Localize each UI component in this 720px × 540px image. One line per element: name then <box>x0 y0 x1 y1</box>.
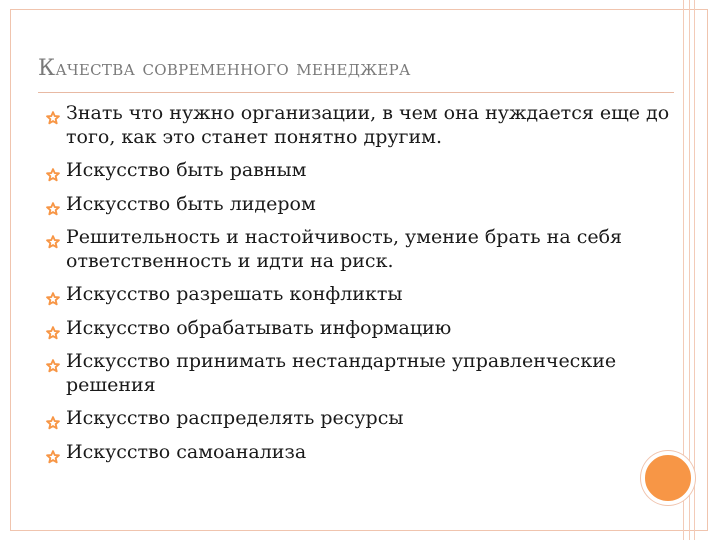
list-item <box>46 407 676 431</box>
title-first-letter: К <box>38 56 56 81</box>
list-item <box>46 226 676 273</box>
decor-stripe <box>694 0 695 540</box>
list-item <box>46 317 676 341</box>
list-item-text: Знать что нужно организации, в чем она нуждается еще до того, как это станет понятно другим. <box>66 102 670 148</box>
list-item <box>46 159 676 183</box>
star-bullet-icon <box>46 108 60 122</box>
list-item-text: Искусство принимать нестандартные управленческие решения <box>66 350 617 396</box>
decor-stripe <box>689 0 690 540</box>
list-item-text: Искусство распределять ресурсы <box>66 407 404 429</box>
title-divider <box>38 92 674 93</box>
list-item <box>46 102 676 149</box>
decorative-circle <box>641 451 695 505</box>
list-item <box>46 193 676 217</box>
list-item <box>46 350 676 397</box>
star-bullet-icon <box>46 413 60 427</box>
star-bullet-icon <box>46 232 60 246</box>
star-bullet-icon <box>46 289 60 303</box>
list-item-text: Искусство самоанализа <box>66 440 307 463</box>
star-bullet-icon <box>46 165 60 179</box>
list-item-text: Искусство быть лидером <box>66 192 316 215</box>
slide-title <box>38 56 411 81</box>
list-item <box>46 283 676 307</box>
star-bullet-icon <box>46 323 60 337</box>
star-bullet-icon <box>46 447 60 461</box>
list-item <box>46 441 676 465</box>
star-bullet-icon <box>46 199 60 213</box>
list-item-text: Искусство обрабатывать информацию <box>66 316 452 339</box>
list-item-text: Искусство разрешать конфликты <box>66 283 403 305</box>
bullet-list <box>46 102 676 474</box>
list-item-text: Искусство быть равным <box>66 159 307 181</box>
star-bullet-icon <box>46 356 60 370</box>
title-rest: ачества современного менеджера <box>55 56 411 81</box>
list-item-text: Решительность и настойчивость, умение брать на себя ответственность и идти на риск. <box>66 226 623 272</box>
